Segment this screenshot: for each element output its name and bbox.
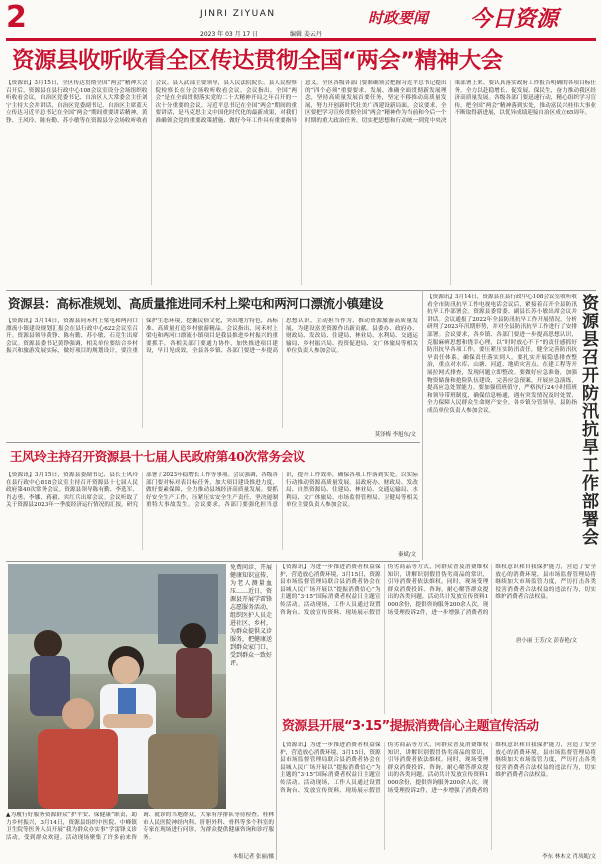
photo-side-text-body: 免费问诊、开展健康知识宣传、为老人测量血压……近日，资源县开展学雷锋志愿服务活动，组织医护人员走进社区、乡村，为群众提供义诊服务，把健康送到群众家门口，受到群众一致好评。: [230, 564, 272, 667]
bridge-credit: 莫泽梅 李旭东/文: [374, 432, 416, 438]
editor-line: 编辑 姜云丹: [290, 31, 322, 38]
photo-caption: [6, 812, 274, 860]
divider: [6, 442, 420, 443]
masthead-pinyin: JINRI ZIYUAN: [200, 9, 276, 19]
lead-body: [6, 80, 596, 285]
bridge-body: [6, 318, 418, 438]
gov-credit: 秦斌/文: [398, 552, 416, 558]
gov-body-text: 【资源讯】3月15日，资源县委副书记、县长王风玲在县行政中心818会议室主持召开资源县十七届人民政府第40次常务会议。资源县领导陈有勤、李选军、肖志勇、李娜、蒋毅、宾红兵出席会议。会议听取了关于资源县2023年一季度经济运行情况的汇报，研究部署了2023年稳增长工作等事项。会议强调，各级各部门要对标对表目标任务，加大项目建设推进力度，做好要素保障，全力推动县域经济高质量发展。要抓好安全生产工作，压紧压实安全生产责任，坚决遏制重特大事故发生。会议要求，各部门要强化担当意识，提升工作效率，确保各项工作落到实处，以实际行动推动资源高质量发展。县政府办、财政局、发改局、自然资源局、住建局、林业局、交通运输局、水利局、文广体旅局、市场监督管理局、卫健局等相关单位主要负责人参加会议。: [6, 472, 418, 509]
masthead-rule: [6, 38, 596, 41]
column-divider: [422, 290, 423, 560]
lead-headline: 资源县收听收看全区传达贯彻全国“两会”精神大会: [12, 48, 503, 74]
masthead: [0, 0, 602, 46]
consumer-body-top: [280, 564, 596, 714]
photo-caption-text: ▲为履行好服务资源群众“护平安、保健康”职责，助力乡村振兴，3月14日，资源县组织中医院、中峰镇卫生院等医务人员开展“我为群众办实事”学雷锋义诊活动，受到群众欢迎。活动现场聚集了许多前来咨询、就诊的当地群众，大家有序排队等待检查。桂林市人民医院神经内科、肝胆外科、骨科等多个科室的专家在现场进行问诊，为群众提供健康咨询和诊疗服务。: [6, 812, 274, 841]
brand-logo: 今日资源: [470, 6, 559, 32]
consumer-body: [280, 742, 596, 860]
gov-body: [6, 472, 418, 558]
consumer-credit: 李东 林木文 肖凤妮/文: [542, 854, 596, 860]
photo-scene-icon: [8, 564, 226, 809]
section-title: 时政要闻: [368, 9, 429, 27]
photo-side-text: [230, 564, 272, 809]
antiflood-body-text: 【资源讯】3月14日，资源县在县行政中心108会议室收听收看全市防汛抗旱工作电视电话会议后，紧接着召开全县防汛抗旱工作部署会。资源县委常委、副县长苏小敏出席会议并讲话。会议通报了2022年全县防汛抗旱工作开展情况，分析研判了2023年汛期形势，并对全县防汛抗旱工作进行了安排部署。会议要求，各乡镇、各部门要进一步提高思想认识，克服麻痹思想和侥幸心理，以“时时放心不下”的责任感抓好防汛抗旱各项工作。要压紧压实防汛责任，健全完善防汛抗旱责任体系，确保责任落实到人。要扎实开展隐患排查整治，重点对水库、山塘、河道、地质灾害点、在建工程等开展拉网式排查，发现问题立即整改。要做好应急准备，加强物资储备和抢险队伍建设，完善应急预案，开展应急演练，提高应急处置能力。要加强值班值守，严格执行24小时值班和领导带班制度，确保信息畅通，遇有突发情况及时处置，全力保障人民群众生命财产安全。各乡镇分管领导，县防指成员单位负责人参加会议。: [427, 294, 577, 414]
bridge-headline: 资源县：高标准规划、高质量推进同禾村上梁屯和两河口漂流小镇建设: [8, 296, 384, 311]
antiflood-headline: 资源县召开防汛抗旱工作部署会: [578, 294, 598, 546]
bridge-body-text: 【资源讯】3月14日，资源县同禾村上梁屯和两河口漂流小镇建设规划汇报会在县行政中心622会议室召开。资源县领导黄铮、陈有勤、苏小敏、石竞生出席会议。资源县委书记黄铮强调，相关单位要结合乡村振兴和旅游发展实际，做好项目的规划设计，要注重保护生态环境，挖掘民俗文化，突出地方特色，高标准、高质量打造乡村旅游精品。会议指出，同禾村上梁屯和两河口漂流小镇项目是我县推进乡村振兴的重要抓手，各相关部门要通力协作，加快推进项目建设，早日见成效。全县各乡镇、各部门要进一步提高思想认识，主动担当作为，推动资源旅游高质量发展，为建设富美资源作出新贡献。县委办、政府办、财政局、发改局、住建局、林业局、水利局、交通运输局、乡村振兴局、投资促进局、文广体旅局等相关单位负责人参加会议。: [6, 318, 418, 355]
divider: [6, 561, 420, 562]
lead-body-text: 【资源讯】3月15日，全区传达贯彻全国“两会”精神大会召开后，资源县在县行政中心108会议室设分会场组织收听收看会议。自治区党委书记、自治区人大常委会主任刘宁主持大会并讲话，自治区党委副书记、自治区主席蓝天立传达习近平总书记在全国“两会”期间重要讲话精神。黄铮、王风玲、陈有勤、苏小敏等在资源县分会场收听收看会议。县人武部主要领导，县人民法院院长，县人民检察院检察长在分会场收听收看会议。会议指出，全国“两会”是在全面贯彻落实党的二十大精神开局之年召开的一次十分重要的会议。习近平总书记在全国“两会”期间的重要讲话，是马克思主义中国化时代化的最新成果，对我们准确领会党的重要政策措施、做好今年工作具有重要指导意义。全区各级各部门要准确领会把握习近平总书记提出的“四个必须”重要要求、发展、准确全面贯彻新发展理念，坚持高质量发展首要任务，坚定不移推动高质量发展，努力开创新时代壮美广西建设新局面。会议要求，全区要把学习宣传贯彻全国“两会”精神作为当前和今后一个时期的重大政治任务，切实把思想和行动统一到党中央决策部署上来。要认真落实政府工作报告明确的各项目标任务，全力以赴稳增长、促发展、保民生，奋力推动我区经济高质量发展。各级各部门要迅速行动，精心组织学习宣传，把全国“两会”精神落到实处，推动富民兴桂伟大事业不断取得新进展，以优异成绩迎接自治区成立65周年。: [6, 80, 596, 124]
news-photo: [8, 564, 226, 809]
page-number: 2: [6, 0, 27, 35]
antiflood-credit: 唐小丽 王芳/文 彭春艳/文: [516, 638, 577, 644]
consumer-headline: 资源县开展“3·15”提振消费信心主题宣传活动: [282, 719, 539, 734]
consumer-body-text-top: 【资源讯】为进一步推进消费者权益保护，营造放心消费环境，3月15日，资源县市场监督管理局联合县消费者协会在县城人民广场开展以“提振消费信心”为主题的“3·15”国际消费者权益日主题宣传活动。活动现场，工作人员通过设置咨询台、发放宣传资料、现场展示假冒伪劣商品等方式，向群众普及消费维权知识，讲解识别假冒伪劣商品的常识，引导消费者依法维权。同时，现场受理群众消费投诉、咨询，耐心解答群众提出的各类问题。活动共计发放宣传资料1000余份，提供咨询服务200余人次，现场受理投诉2件，进一步增强了消费者的维权意识和自我保护能力，营造了安全放心的消费环境。县市场监督管理局将继续加大市场监管力度，严厉打击各类侵害消费者合法权益的违法行为，切实维护消费者合法权益。: [280, 564, 596, 616]
date-line: 2023 年 03 月 17 日: [200, 31, 259, 38]
divider: [6, 290, 596, 291]
gov-headline: 王风玲主持召开资源县十七届人民政府第40次常务会议: [10, 449, 305, 464]
column-divider: [276, 564, 277, 860]
consumer-body-text: 【资源讯】为进一步推进消费者权益保护，营造放心消费环境，3月15日，资源县市场监督管理局联合县消费者协会在县城人民广场开展以“提振消费信心”为主题的“3·15”国际消费者权益日主题宣传活动。活动现场，工作人员通过设置咨询台、发放宣传资料、现场展示假冒伪劣商品等方式，向群众普及消费维权知识，讲解识别假冒伪劣商品的常识，引导消费者依法维权。同时，现场受理群众消费投诉、咨询，耐心解答群众提出的各类问题。活动共计发放宣传资料1000余份，提供咨询服务200余人次，现场受理投诉2件，进一步增强了消费者的维权意识和自我保护能力，营造了安全放心的消费环境。县市场监督管理局将继续加大市场监管力度，严厉打击各类侵害消费者合法权益的违法行为，切实维护消费者合法权益。: [280, 742, 596, 794]
photo-credit: 本报记者 张丽/摄: [232, 854, 274, 860]
